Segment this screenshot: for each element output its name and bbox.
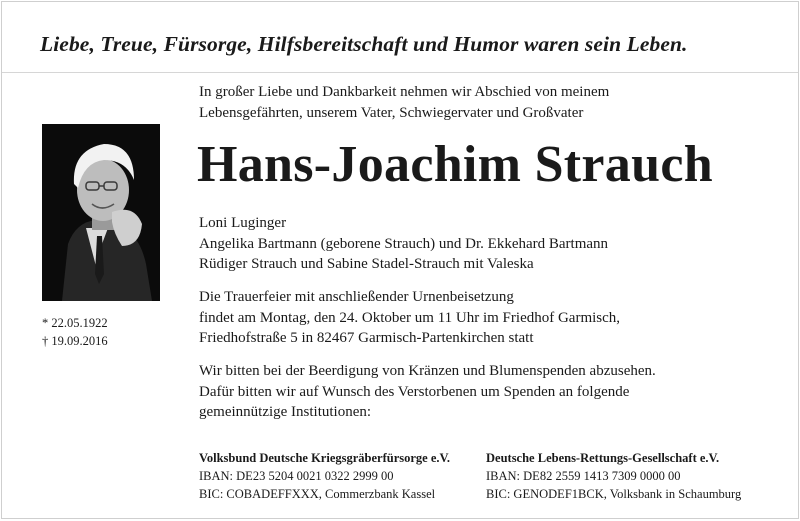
portrait-photo <box>42 124 160 301</box>
life-dates <box>42 314 108 350</box>
intro-text <box>199 82 779 123</box>
funeral-details <box>199 287 779 349</box>
request-line: Wir bitten bei der Beerdigung von Kränzen und Blumenspenden abzusehen. <box>199 363 656 379</box>
donation-request <box>199 361 779 423</box>
donation-account-volksbund <box>199 449 450 503</box>
donation-account-dlrg <box>486 449 741 503</box>
mourners-list <box>199 213 779 275</box>
birth-date: * 22.05.1922 <box>42 316 108 330</box>
request-line: Dafür bitten wir auf Wunsch des Verstorbenen um Spenden an folgende <box>199 383 630 400</box>
death-date: † 19.09.2016 <box>42 334 108 348</box>
portrait-image <box>42 124 160 301</box>
donation-iban: IBAN: DE23 5204 0021 0322 2999 00 <box>199 469 394 483</box>
intro-line: Lebensgefährten, unserem Vater, Schwiegervater und Großvater <box>199 104 584 121</box>
mourner: Angelika Bartmann (geborene Strauch) und Dr. Ekkehard Bartmann <box>199 235 609 252</box>
intro-line: In großer Liebe und Dankbarkeit nehmen wir Abschied von meinem <box>199 84 610 100</box>
donation-org-name: Deutsche Lebens-Rettungs-Gesellschaft e.V. <box>486 451 720 465</box>
donation-bic: BIC: COBADEFFXXX, Commerzbank Kassel <box>199 487 436 501</box>
mourner: Rüdiger Strauch und Sabine Stadel-Strauch mit Valeska <box>199 256 534 272</box>
funeral-line: Die Trauerfeier mit anschließender Urnenbeisetzung <box>199 289 514 305</box>
donation-bic: BIC: GENODEF1BCK, Volksbank in Schaumburg <box>486 487 742 501</box>
funeral-line: findet am Montag, den 24. Oktober um 11 Uhr im Friedhof Garmisch, <box>199 309 621 326</box>
funeral-line: Friedhofstraße 5 in 82467 Garmisch-Partenkirchen statt <box>199 330 534 346</box>
request-line: gemeinnützige Institutionen: <box>199 404 372 420</box>
divider <box>2 72 798 73</box>
donation-org-name: Volksbund Deutsche Kriegsgräberfürsorge e.V. <box>199 451 451 465</box>
donation-iban: IBAN: DE82 2559 1413 7309 0000 00 <box>486 469 681 483</box>
deceased-name: Hans-Joachim Strauch <box>197 136 713 193</box>
obituary-notice <box>1 1 799 519</box>
motto: Liebe, Treue, Fürsorge, Hilfsbereitschaft und Humor waren sein Leben. <box>40 32 688 56</box>
mourner: Loni Luginger <box>199 215 287 231</box>
